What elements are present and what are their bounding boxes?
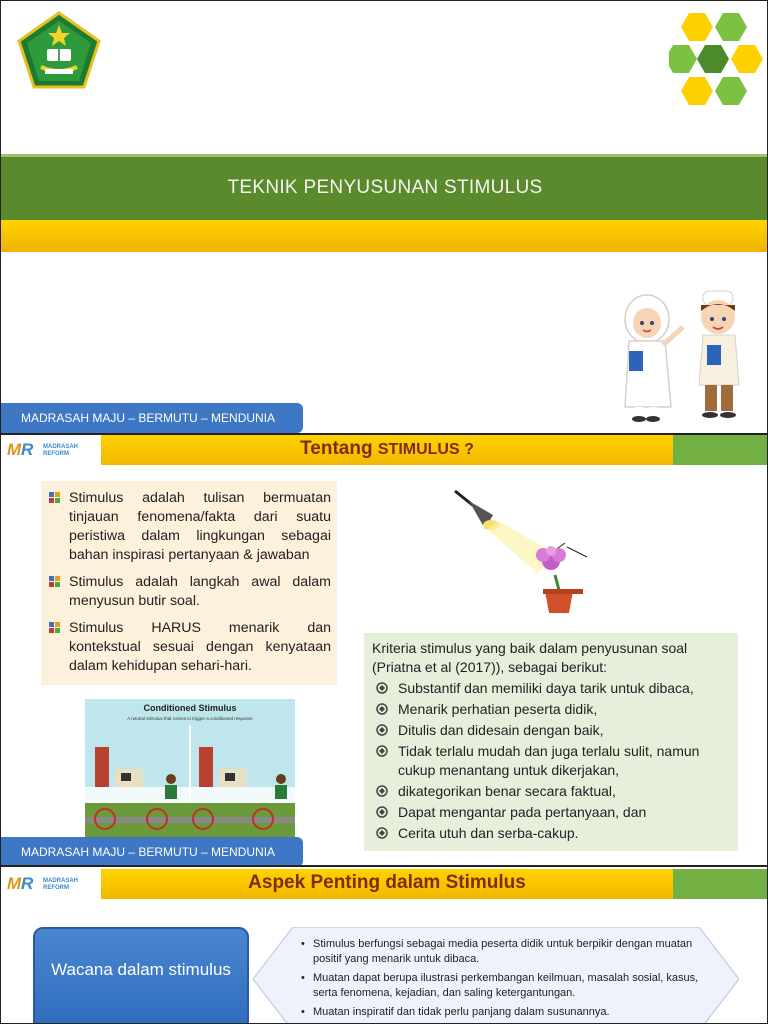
flower-bullet-icon [376,682,388,694]
bullet-icon [49,492,61,503]
criteria-item: dikategorikan benar secara faktual, [372,782,730,801]
criteria-item: Dapat mengantar pada pertanyaan, dan [372,803,730,822]
flower-bullet-icon [376,827,388,839]
conditioned-stimulus-illustration [85,699,295,837]
criteria-item: Ditulis dan didesain dengan baik, [372,721,730,740]
flower-bullet-icon [376,703,388,715]
criteria-item: Menarik perhatian peserta didik, [372,700,730,719]
title-underline-band [1,220,768,252]
about-stimulus-slide [0,434,768,866]
criteria-box [364,633,738,851]
motto-banner: MADRASAH MAJU – BERMUTU – MENDUNIA [1,403,303,433]
definition-item: Stimulus adalah tulisan bermuatan tinjauan fenomena/fakta dari suatu peristiwa dalam lingkungan sebagai bahan inspirasi pertanyaan & jawaban [47,489,331,565]
madrasah-reform-logo: M R MADRASAH REFORM [7,874,78,893]
aspek-point: • Muatan dapat berupa ilustrasi perkembangan keilmuan, masalah sosial, kasus, serta fenomena, kejadian, dan saling ketergantungan. [301,971,699,1001]
criteria-item: Tidak terlalu mudah dan juga terlalu sulit, namun cukup menantang untuk dikerjakan, [372,742,730,780]
slide-header [1,435,768,465]
flower-bullet-icon [376,724,388,736]
students-illustration [619,289,765,425]
title-banner [1,154,768,220]
definition-box [41,481,337,685]
aspek-point: • Stimulus berfungsi sebagai media peserta didik untuk berpikir dengan muatan positif yang menarik untuk dibaca. [301,937,699,967]
bullet-icon [49,576,61,587]
madrasah-reform-logo: M R MADRASAH REFORM [7,440,78,459]
kemenag-logo [17,11,101,89]
criteria-intro: Kriteria stimulus yang baik dalam penyusunan soal (Priatna et al (2017)), sebagai berikut: [372,640,688,675]
slide-header [1,869,768,899]
wacana-label: Wacana dalam stimulus [51,960,231,979]
title-slide [0,0,768,434]
slide-title: TEKNIK PENYUSUNAN STIMULUS [227,177,543,198]
aspek-points [301,937,699,1024]
slide-title: Aspek Penting dalam Stimulus [248,872,526,893]
criteria-item: Substantif dan memiliki daya tarik untuk dibaca, [372,679,730,698]
wacana-box [33,927,249,1024]
criteria-item: Cerita utuh dan serba-cakup. [372,824,730,843]
criteria-list [372,679,730,843]
definition-item: Stimulus HARUS menarik dan kontekstual sesuai dengan kenyataan dalam kehidupan sehari-hari. [47,619,331,676]
flower-bullet-icon [376,785,388,797]
definition-item: Stimulus adalah langkah awal dalam menyusun butir soal. [47,573,331,611]
lamp-flower-illustration [447,483,593,623]
slide-title: Tentang STIMULUS ? [300,438,474,459]
flower-bullet-icon [376,806,388,818]
motto-banner: MADRASAH MAJU – BERMUTU – MENDUNIA [1,837,303,866]
cond-subtitle: A neutral stimulus that comes to trigger a conditioned response [127,716,253,721]
bullet-icon [49,622,61,633]
hexagon-pattern [669,9,765,121]
aspek-penting-slide [0,866,768,1024]
cond-title: Conditioned Stimulus [143,703,237,713]
flower-bullet-icon [376,745,388,757]
aspek-point: • Muatan inspiratif dan tidak perlu panjang dalam susunannya. [301,1005,699,1020]
